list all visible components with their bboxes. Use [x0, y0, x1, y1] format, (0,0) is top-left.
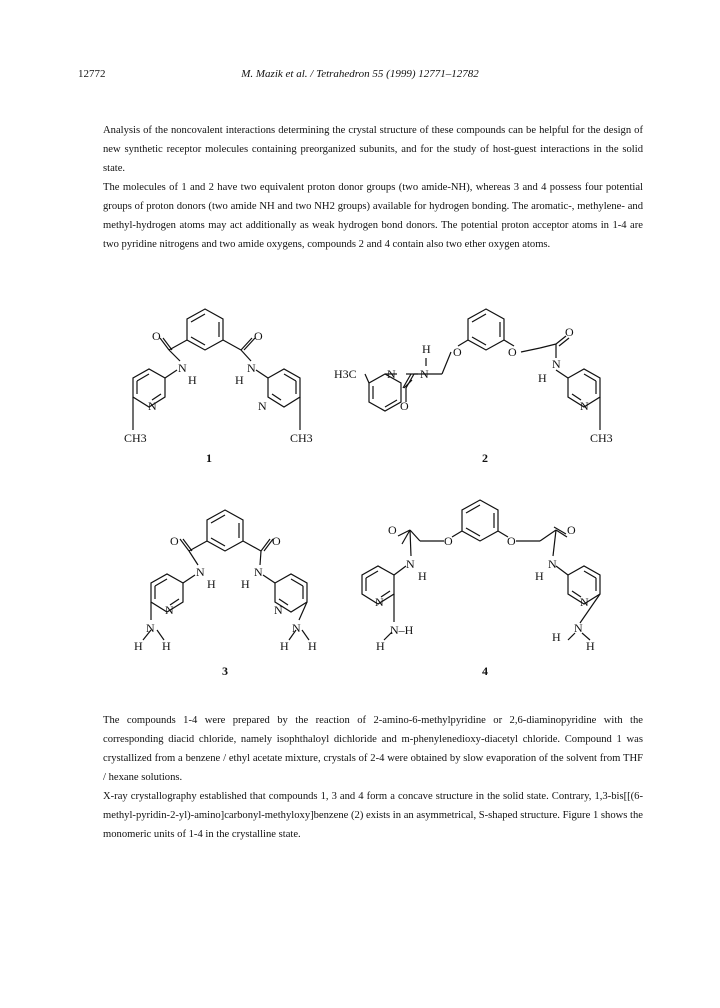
atom-label: N [274, 603, 283, 617]
atom-label: H [134, 639, 143, 653]
atom-label: N [387, 367, 396, 381]
atom-label: N [580, 595, 589, 609]
page-number: 12772 [78, 68, 106, 80]
atom-label: H [376, 639, 385, 653]
compound-labels [206, 451, 488, 678]
atom-label: CH3 [590, 431, 613, 445]
atom-label: N–H [390, 623, 414, 637]
atom-label: O [567, 523, 576, 537]
atom-label: O [453, 345, 462, 359]
atom-labels [124, 325, 613, 653]
atom-label: N [247, 361, 256, 375]
atom-label: H [308, 639, 317, 653]
atom-label: H [188, 373, 197, 387]
atom-label: O [170, 534, 179, 548]
compound-label-2: 2 [482, 451, 488, 465]
atom-label: H [235, 373, 244, 387]
atom-label: CH3 [124, 431, 147, 445]
atom-label: N [574, 621, 583, 635]
atom-label: N [165, 603, 174, 617]
paragraph: The compounds 1-4 were prepared by the reaction of 2-amino-6-methylpyridine or 2,6-diaminopyridine with the corresponding diacid chloride, namely isophthaloyl dichloride and m-phenylenedioxy-diacetyl chloride. Compound 1 was crystallized from a benzene / ethyl acetate mixture, crystals of 2-4 were obtained by slow evaporation of the solvent from THF / hexane solutions. [103, 715, 643, 783]
running-title: M. Mazik et al. / Tetrahedron 55 (1999) 12771–12782 [241, 68, 479, 80]
structure-bonds [133, 309, 600, 640]
atom-label: O [152, 329, 161, 343]
compound-label-3: 3 [222, 664, 228, 678]
atom-label: H [207, 577, 216, 591]
atom-label: H [280, 639, 289, 653]
paragraph: The molecules of 1 and 2 have two equivalent proton donor groups (two amide-NH), whereas 3 and 4 possess four potential groups of proton donors (two amide NH and two NH2 groups) available for hydrogen bonding. The aromatic-, methylene- and methyl-hydrogen atoms may act additionally as weak hydrogen bond donors. The potential proton acceptor atoms in 1-4 are two pyridine nitrogens and two amide oxygens, compounds 2 and 4 contain also two ether oxygen atoms. [103, 182, 643, 250]
atom-label: O [254, 329, 263, 343]
atom-label: O [507, 534, 516, 548]
atom-label: N [552, 357, 561, 371]
atom-label: H3C [334, 367, 357, 381]
atom-label: N [258, 399, 267, 413]
atom-label: H [418, 569, 427, 583]
atom-label: O [444, 534, 453, 548]
atom-label: O [565, 325, 574, 339]
atom-label: N [548, 557, 557, 571]
atom-label: N [375, 595, 384, 609]
atom-label: H [422, 342, 431, 356]
atom-label: O [388, 523, 397, 537]
atom-label: N [254, 565, 263, 579]
atom-label: H [538, 371, 547, 385]
atom-label: H [241, 577, 250, 591]
atom-label: H [552, 630, 561, 644]
atom-label: N [580, 399, 589, 413]
atom-label: CH3 [290, 431, 313, 445]
atom-label: H [162, 639, 171, 653]
atom-label: O [508, 345, 517, 359]
atom-label: O [272, 534, 281, 548]
atom-label: H [535, 569, 544, 583]
atom-label: N [148, 399, 157, 413]
synthesis-text [103, 711, 643, 844]
paragraph: X-ray crystallography established that compounds 1, 3 and 4 form a concave structure in the solid state. Contrary, 1,3-bis[[(6-methyl-pyridin-2-yl)-amino]carbonyl-methyloxy]benzene (2) exists in an asymmetrical, S-shaped structure. Figure 1 shows the monomeric units of 1-4 in the crystalline state. [103, 791, 643, 840]
atom-label: N [178, 361, 187, 375]
compound-label-4: 4 [482, 664, 488, 678]
atom-label: N [292, 621, 301, 635]
atom-label: N [406, 557, 415, 571]
compound-label-1: 1 [206, 451, 212, 465]
paragraph: Analysis of the noncovalent interactions determining the crystal structure of these compounds can be helpful for the design of new synthetic receptor molecules containing preorganized subunits, and for the study of host-guest interactions in the solid state. [103, 125, 643, 174]
atom-label: N [420, 367, 429, 381]
atom-label: O [400, 399, 409, 413]
atom-label: N [146, 621, 155, 635]
atom-label: N [196, 565, 205, 579]
atom-label: H [586, 639, 595, 653]
